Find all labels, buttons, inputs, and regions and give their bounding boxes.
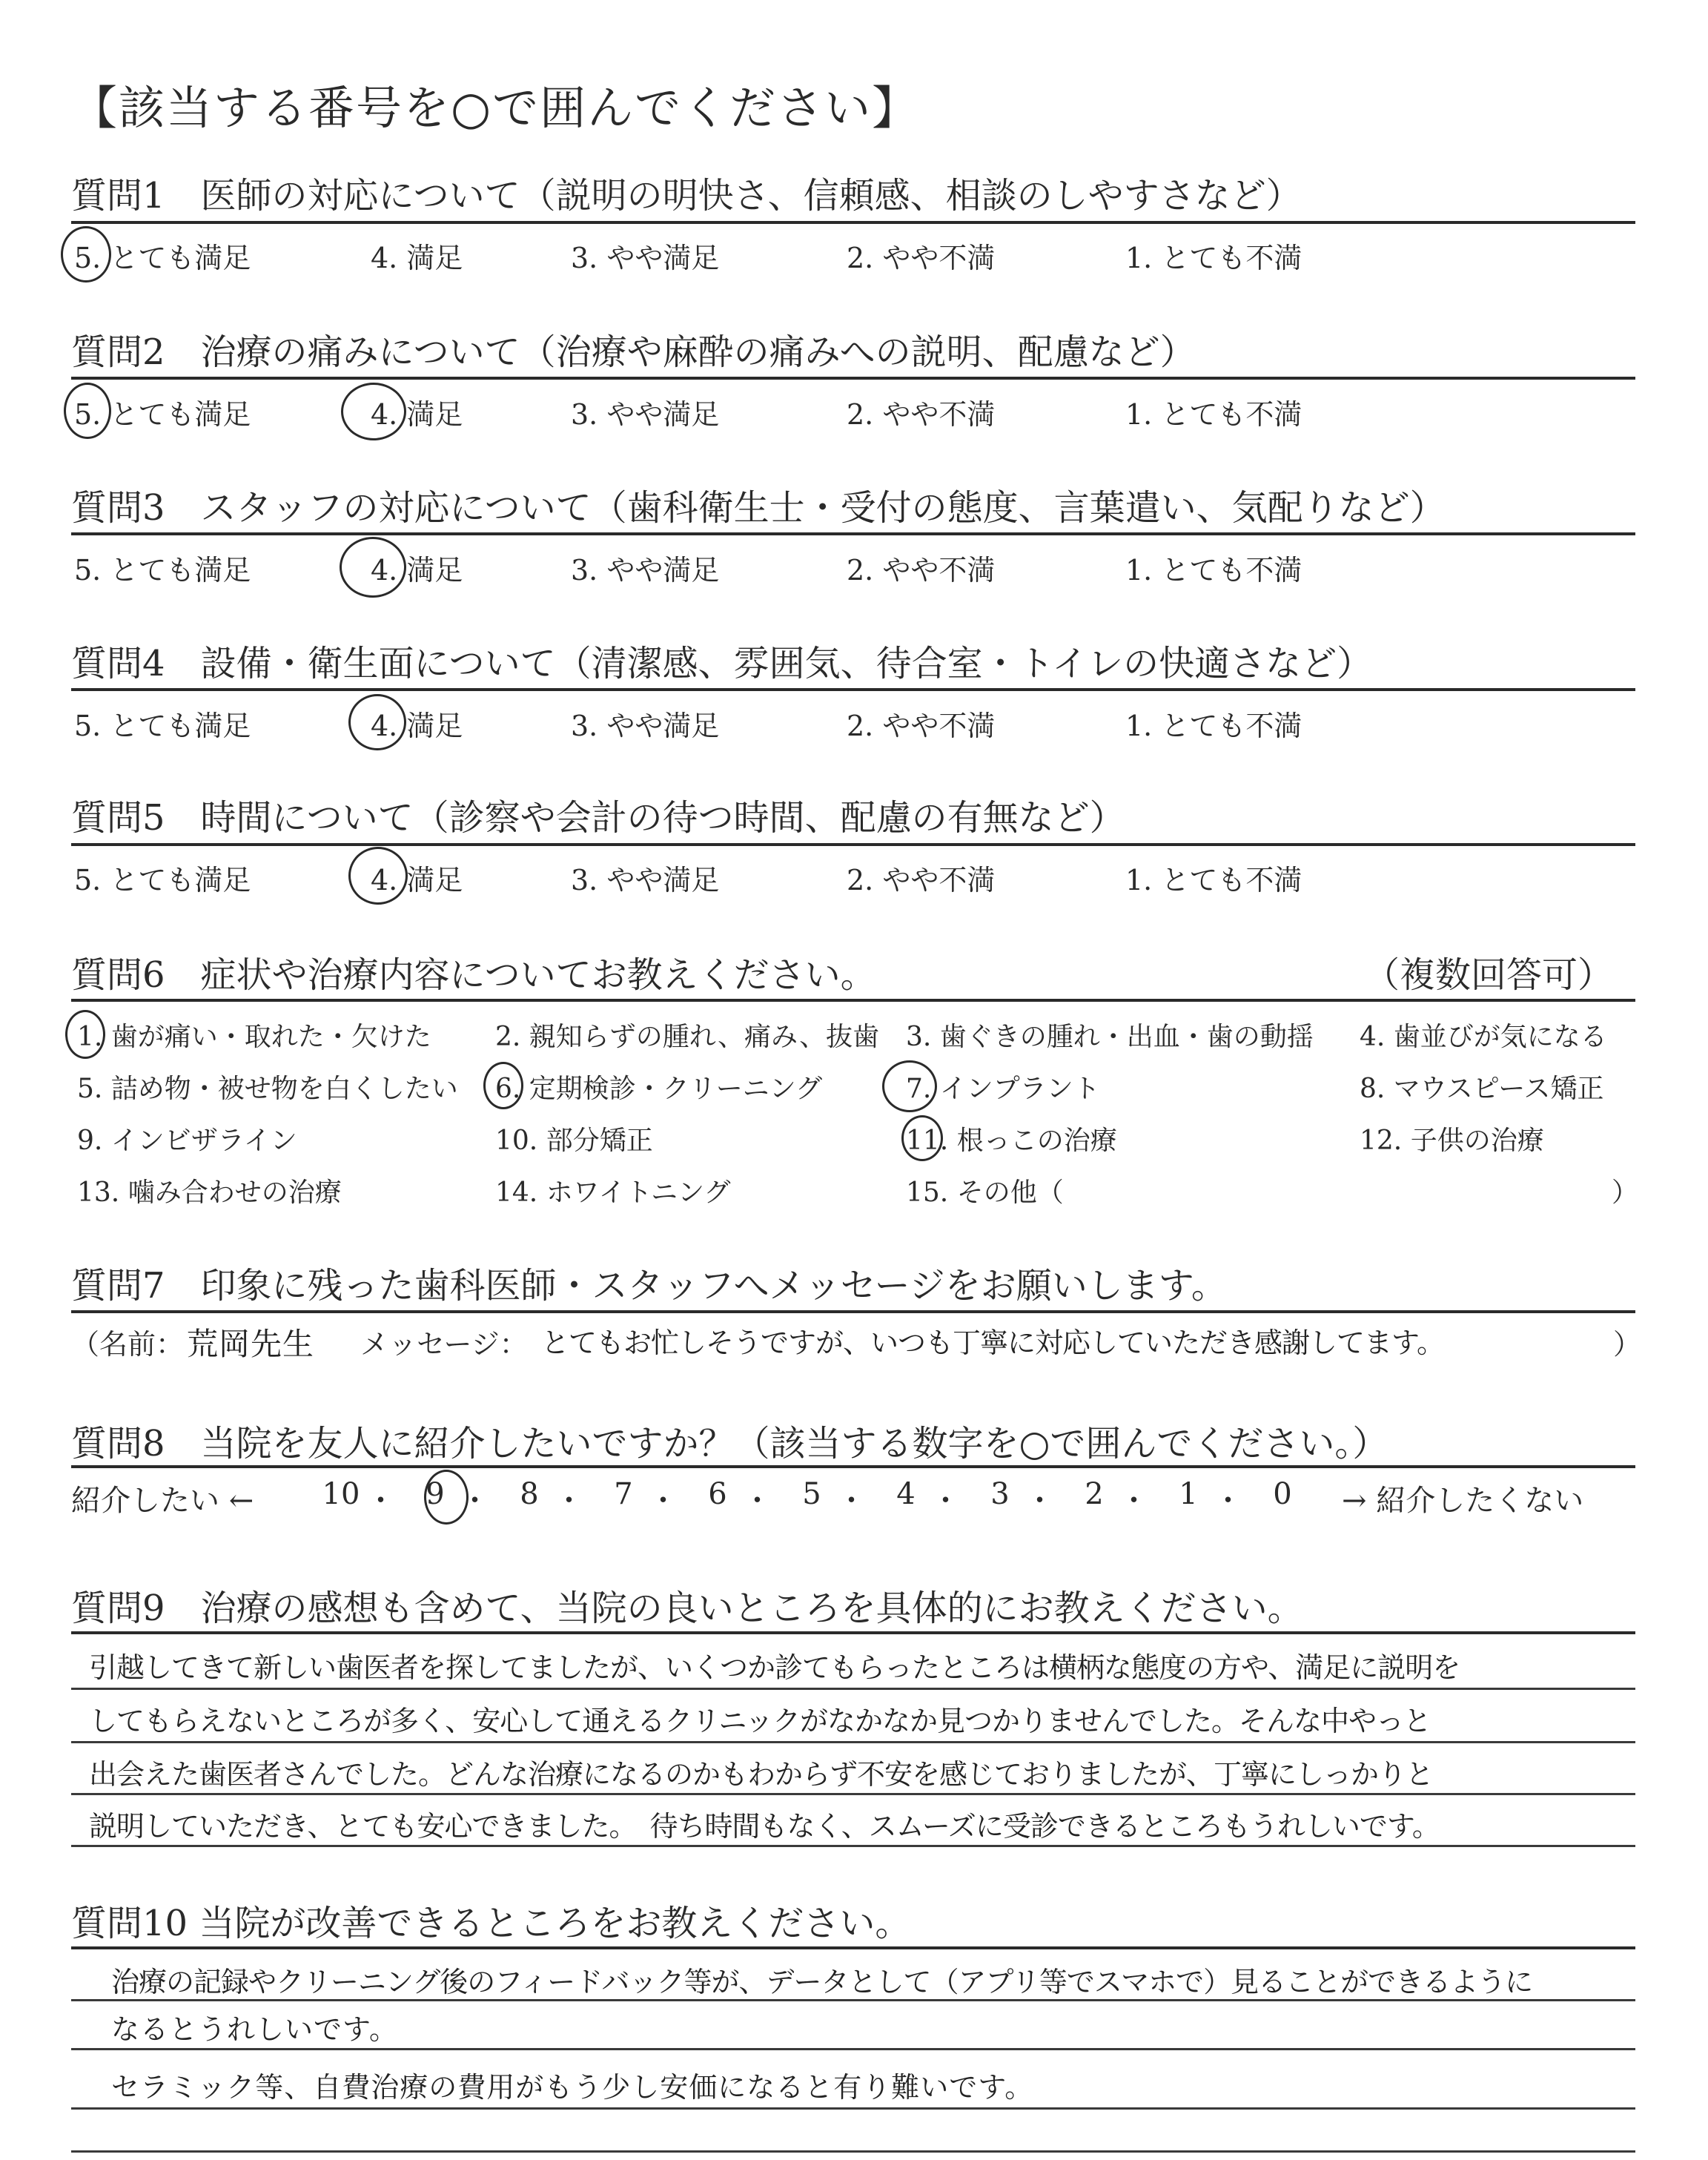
q6-option-1[interactable]: 1. 歯が痛い・取れた・欠けた (77, 1022, 431, 1052)
q6-option-2[interactable]: 2. 親知らずの腫れ、痛み、抜歯 (495, 1022, 880, 1052)
q4-option-5[interactable]: 5. とても満足 (74, 710, 251, 742)
q6-option-4[interactable]: 4. 歯並びが気になる (1360, 1022, 1607, 1052)
q2-option-5[interactable]: 5. とても満足 (74, 398, 251, 431)
q2-option-3[interactable]: 3. やや満足 (571, 398, 720, 431)
q5-option-2[interactable]: 2. やや不満 (847, 864, 996, 896)
q1-option-1[interactable]: 1. とても不満 (1125, 242, 1302, 274)
question-2-title: 質問2 治療の痛みについて（治療や麻酔の痛みへの説明、配慮など） (71, 331, 1196, 373)
q6-option-15[interactable]: 15. その他（ (906, 1178, 1064, 1208)
q9-line-4[interactable]: 説明していただき、とても安心できました。 待ち時間もなく、スムーズに受診できるところもうれしいです。 (89, 1810, 1440, 1843)
q1-option-5[interactable]: 5. とても満足 (74, 242, 251, 274)
q5-option-4[interactable]: 4. 満足 (371, 864, 463, 896)
q8-scale-separator: ・ (1119, 1484, 1149, 1518)
question-7-title: 質問7 印象に残った歯科医師・スタッフへメッセージをお願いします。 (71, 1265, 1227, 1307)
q8-scale-separator: ・ (1025, 1484, 1055, 1518)
q10-line-1[interactable]: 治療の記録やクリーニング後のフィードバック等が、データとして（アプリ等でスマホで）見ることができるように (111, 1966, 1533, 1998)
q2-option-2[interactable]: 2. やや不満 (847, 398, 996, 431)
q8-right-label: → 紹介したくない (1342, 1484, 1584, 1518)
q8-scale-separator: ・ (460, 1484, 490, 1518)
q9-line-3[interactable]: 出会えた歯医者さんでした。どんな治療になるのかもわからず不安を感じておりましたが、丁寧にしっかりと (89, 1758, 1434, 1791)
q8-scale-separator: ・ (930, 1484, 961, 1518)
instruction-header: 【該当する番号を○で囲んでください】 (71, 81, 920, 135)
q2-selection-circle-4 (341, 383, 406, 440)
question-8-title: 質問8 当院を友人に紹介したいですか？（該当する数字を○で囲んでください。） (71, 1423, 1388, 1464)
q1-selection-circle (61, 226, 111, 283)
q2-option-4[interactable]: 4. 満足 (371, 398, 463, 431)
question-4-title: 質問4 設備・衛生面について（清潔感、雰囲気、待合室・トイレの快適さなど） (71, 643, 1373, 684)
q8-scale-option-7[interactable]: 7 (614, 1477, 633, 1511)
q9-line-2[interactable]: してもらえないところが多く、安心して通えるクリニックがなかなか見つかりませんでした。そんな中やっと (89, 1705, 1431, 1737)
q8-scale-option-2[interactable]: 2 (1085, 1477, 1104, 1511)
question-6-note: （複数回答可） (1364, 954, 1614, 996)
q9-writing-line-2 (71, 1741, 1635, 1743)
q5-option-1[interactable]: 1. とても不満 (1125, 864, 1302, 896)
question-6-title: 質問6 症状や治療内容についてお教えください。 (71, 954, 876, 996)
question-5-rule (71, 843, 1635, 846)
q4-option-1[interactable]: 1. とても不満 (1125, 710, 1302, 742)
q1-option-2[interactable]: 2. やや不満 (847, 242, 996, 274)
q5-option-3[interactable]: 3. やや満足 (571, 864, 720, 896)
q8-left-label: 紹介したい ← (71, 1484, 254, 1518)
q8-selection-circle (424, 1470, 469, 1525)
q6-option-13[interactable]: 13. 噛み合わせの治療 (77, 1178, 342, 1208)
q8-scale-option-9[interactable]: 9 (426, 1477, 445, 1511)
question-2-rule (71, 377, 1635, 380)
q8-scale-option-8[interactable]: 8 (520, 1477, 539, 1511)
q6-option-15-close: ） (1612, 1178, 1639, 1208)
q10-writing-line-4 (71, 2150, 1635, 2153)
question-9-title: 質問9 治療の感想も含めて、当院の良いところを具体的にお教えください。 (71, 1588, 1303, 1629)
q6-selection-circle-1 (65, 1010, 105, 1059)
q7-name-value[interactable]: 荒岡先生 (187, 1326, 315, 1362)
question-3-title: 質問3 スタッフの対応について（歯科衛生士・受付の態度、言葉遣い、気配りなど） (71, 487, 1446, 529)
q5-selection-circle (348, 847, 408, 905)
q8-scale-separator: ・ (365, 1484, 396, 1518)
q8-scale-separator: ・ (554, 1484, 584, 1518)
q6-option-5[interactable]: 5. 詰め物・被せ物を白くしたい (77, 1074, 458, 1104)
question-5-title: 質問5 時間について（診察や会計の待つ時間、配慮の有無など） (71, 797, 1125, 839)
q7-name-label: （名前： (71, 1328, 185, 1361)
q8-scale-separator: ・ (1213, 1484, 1243, 1518)
q4-option-2[interactable]: 2. やや不満 (847, 710, 996, 742)
q6-option-11[interactable]: 11. 根っこの治療 (906, 1126, 1117, 1156)
question-9-rule (71, 1631, 1635, 1634)
q6-option-6[interactable]: 6. 定期検診・クリーニング (495, 1074, 823, 1104)
q8-scale-option-1[interactable]: 1 (1179, 1477, 1198, 1511)
q8-scale-option-6[interactable]: 6 (708, 1477, 727, 1511)
q8-scale-option-4[interactable]: 4 (896, 1477, 916, 1511)
q3-option-4[interactable]: 4. 満足 (371, 554, 463, 587)
q8-scale-option-10[interactable]: 10 (322, 1477, 360, 1511)
q6-option-3[interactable]: 3. 歯ぐきの腫れ・出血・歯の動揺 (906, 1022, 1314, 1052)
q6-option-14[interactable]: 14. ホワイトニング (495, 1178, 731, 1208)
question-7-rule (71, 1310, 1635, 1313)
q2-selection-circle-5 (64, 383, 111, 439)
q8-scale-option-5[interactable]: 5 (802, 1477, 821, 1511)
question-10-title: 質問10 当院が改善できるところをお教えください。 (71, 1903, 911, 1944)
q10-line-2[interactable]: なるとうれしいです。 (111, 2013, 398, 2046)
q5-option-5[interactable]: 5. とても満足 (74, 864, 251, 896)
q10-line-3[interactable]: セラミック等、自費治療の費用がもう少し安価になると有り難いです。 (111, 2071, 1034, 2104)
q7-close-paren: ） (1613, 1328, 1642, 1361)
q8-scale-separator: ・ (742, 1484, 772, 1518)
q10-writing-line-3 (71, 2107, 1635, 2110)
q3-option-3[interactable]: 3. やや満足 (571, 554, 720, 587)
q6-option-8[interactable]: 8. マウスピース矯正 (1360, 1074, 1604, 1104)
q6-selection-circle-6 (483, 1062, 523, 1109)
q8-scale-option-0[interactable]: 0 (1273, 1477, 1292, 1511)
q1-option-4[interactable]: 4. 満足 (371, 242, 463, 274)
q7-message-label: メッセージ： (360, 1328, 528, 1361)
q6-option-10[interactable]: 10. 部分矯正 (495, 1126, 653, 1156)
q6-selection-circle-7 (882, 1060, 937, 1112)
question-4-rule (71, 688, 1635, 691)
q3-option-2[interactable]: 2. やや不満 (847, 554, 996, 587)
q9-writing-line-1 (71, 1688, 1635, 1690)
q4-option-3[interactable]: 3. やや満足 (571, 710, 720, 742)
q6-option-12[interactable]: 12. 子供の治療 (1360, 1126, 1544, 1156)
q3-option-1[interactable]: 1. とても不満 (1125, 554, 1302, 587)
q9-line-1[interactable]: 引越してきて新しい歯医者を探してましたが、いくつか診てもらったところは横柄な態度の方や、満足に説明を (89, 1651, 1460, 1684)
question-10-rule (71, 1946, 1635, 1949)
q10-writing-line-1 (71, 1999, 1635, 2001)
q8-scale-separator: ・ (836, 1484, 867, 1518)
q6-option-7[interactable]: 7. インプラント (906, 1074, 1100, 1104)
q1-option-3[interactable]: 3. やや満足 (571, 242, 720, 274)
q7-message-value[interactable]: とてもお忙しそうですが、いつも丁寧に対応していただき感謝してます。 (541, 1327, 1444, 1359)
q4-selection-circle (348, 694, 406, 750)
q10-writing-line-2 (71, 2048, 1635, 2050)
q4-option-4[interactable]: 4. 満足 (371, 710, 463, 742)
question-6-rule (71, 999, 1635, 1002)
question-8-rule (71, 1465, 1635, 1468)
q3-option-5[interactable]: 5. とても満足 (74, 554, 251, 587)
q3-selection-circle (340, 537, 406, 598)
q8-scale-separator: ・ (648, 1484, 678, 1518)
q6-option-9[interactable]: 9. インビザライン (77, 1126, 297, 1156)
q9-writing-line-3 (71, 1793, 1635, 1795)
q6-selection-circle-11 (901, 1115, 943, 1161)
q2-option-1[interactable]: 1. とても不満 (1125, 398, 1302, 431)
question-1-title: 質問1 医師の対応について（説明の明快さ、信頼感、相談のしやすさなど） (71, 175, 1302, 217)
q8-scale-option-3[interactable]: 3 (990, 1477, 1010, 1511)
question-3-rule (71, 532, 1635, 535)
question-1-rule (71, 221, 1635, 224)
q9-writing-line-4 (71, 1845, 1635, 1847)
